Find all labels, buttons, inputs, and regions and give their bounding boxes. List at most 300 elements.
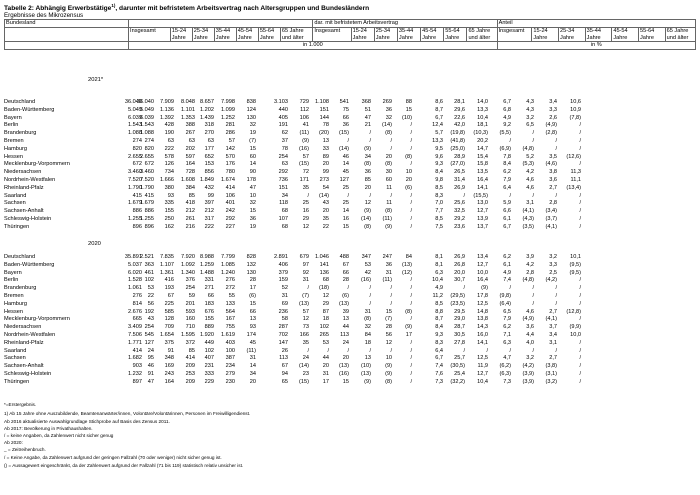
table-cell: 12: [364, 200, 371, 207]
table-cell: 19: [249, 130, 256, 137]
table-cell: 216: [185, 223, 195, 230]
row-label: Brandenburg: [4, 285, 37, 292]
table-row: [4, 146, 696, 154]
table-cell: 202: [185, 145, 195, 152]
table-cell: (15): [339, 130, 349, 137]
table-cell: 24: [302, 355, 309, 362]
table-cell: 7,3: [435, 378, 443, 385]
table-cell: 95: [147, 355, 154, 362]
table-cell: /: [579, 285, 581, 292]
table-cell: 17: [405, 331, 412, 338]
table-cell: 397: [204, 200, 214, 207]
table-cell: (3,7): [545, 215, 557, 222]
table-cell: 889: [204, 324, 214, 331]
table-cell: /: [390, 145, 392, 152]
table-cell: 1.108: [315, 99, 329, 105]
table-cell: /: [390, 137, 392, 144]
header-insgesamt: Insgesamt: [497, 28, 532, 42]
table-cell: 45: [249, 339, 256, 346]
table-cell: 130: [246, 269, 256, 276]
table-cell: 57: [228, 137, 235, 144]
table-cell: 25: [302, 200, 309, 207]
table-cell: 28,9: [454, 153, 465, 160]
table-cell: (6): [342, 292, 349, 299]
table-cell: 6,7: [503, 223, 511, 230]
table-cell: (18): [319, 285, 329, 292]
table-cell: (16): [361, 277, 371, 284]
table-cell: /: [390, 347, 392, 354]
table-cell: 91: [167, 347, 174, 354]
table-cell: 1.202: [200, 106, 214, 113]
table-cell: 676: [204, 308, 214, 315]
table-cell: 242: [225, 208, 235, 215]
table-cell: 60: [385, 176, 392, 183]
table-cell: 7.835: [160, 254, 174, 260]
table-cell: (8): [385, 161, 392, 168]
table-cell: 281: [225, 122, 235, 129]
table-cell: 2,8: [549, 200, 557, 207]
table-cell: /: [579, 347, 581, 354]
table-cell: /: [347, 137, 349, 144]
table-cell: 93: [249, 324, 256, 331]
table-cell: /: [369, 285, 371, 292]
table-cell: /: [579, 192, 581, 199]
table-cell: 155: [204, 316, 214, 323]
table-cell: 10,6: [570, 99, 581, 105]
table-cell: 9,5: [435, 145, 443, 152]
table-cell: 84: [364, 331, 371, 338]
table-cell: 17: [322, 378, 329, 385]
table-cell: 1.061: [128, 285, 142, 292]
table-cell: 25: [342, 200, 349, 207]
footnote: *=Erstergebnis.: [4, 402, 37, 407]
table-cell: /: [463, 285, 465, 292]
table-cell: 13,0: [477, 200, 488, 207]
table-cell: (19,8): [450, 130, 465, 137]
table-cell: (11): [382, 215, 392, 222]
table-cell: 541: [339, 99, 349, 105]
table-cell: 8,4: [503, 161, 511, 168]
table-cell: 403: [225, 339, 235, 346]
table-cell: /: [307, 192, 309, 199]
table-cell: /: [410, 347, 412, 354]
table-cell: 37: [281, 137, 288, 144]
table-cell: (11): [246, 347, 256, 354]
table-cell: /: [410, 137, 412, 144]
table-cell: 250: [164, 215, 174, 222]
table-cell: 29,0: [454, 316, 465, 323]
table-cell: /: [410, 363, 412, 370]
table-cell: 4,6: [526, 176, 534, 183]
table-cell: 6.020: [128, 269, 142, 276]
table-cell: 8,8: [435, 308, 443, 315]
row-label: Rheinland-Pfalz: [4, 339, 44, 346]
table-cell: /: [486, 347, 488, 354]
table-cell: 99: [207, 192, 214, 199]
table-cell: (13,4): [566, 184, 581, 191]
table-cell: 276: [132, 292, 142, 299]
table-cell: 66: [249, 308, 256, 315]
table-cell: (9): [405, 324, 412, 331]
table-cell: 8,3: [435, 192, 443, 199]
table-cell: 10,9: [570, 106, 581, 113]
row-label: Schleswig-Holstein: [4, 370, 52, 377]
table-cell: (4,2): [545, 277, 557, 284]
table-cell: 9,3: [435, 331, 443, 338]
table-cell: (4,2): [522, 363, 534, 370]
table-cell: 7.799: [221, 254, 235, 260]
table-cell: 60: [249, 153, 256, 160]
table-cell: /: [579, 300, 581, 307]
table-cell: (12): [402, 269, 412, 276]
table-row: [4, 185, 696, 193]
table-cell: 36: [249, 215, 256, 222]
table-cell: (6,3): [499, 370, 511, 377]
table-cell: 21: [364, 122, 371, 129]
table-cell: /: [410, 192, 412, 199]
header-age: 25-34 Jahre: [559, 28, 586, 42]
table-cell: 665: [132, 316, 142, 323]
table-cell: 31: [364, 308, 371, 315]
table-cell: 130: [246, 114, 256, 121]
table-cell: 128: [164, 316, 174, 323]
table-cell: 34: [281, 192, 288, 199]
table-cell: 16: [302, 208, 309, 215]
table-cell: 20: [405, 176, 412, 183]
table-cell: 89: [322, 153, 329, 160]
row-label: Berlin: [4, 277, 19, 284]
table-cell: 29,5: [454, 308, 465, 315]
header-insgesamt: Insgesamt: [313, 28, 351, 42]
table-cell: 106: [299, 114, 309, 121]
table-cell: (4,8): [522, 277, 534, 284]
table-cell: 16,4: [477, 277, 488, 284]
table-cell: 58: [281, 316, 288, 323]
table-cell: 32: [249, 200, 256, 207]
table-cell: 6.039: [128, 114, 142, 121]
table-cell: 15,8: [477, 161, 488, 168]
table-cell: 42: [364, 269, 371, 276]
table-cell: 6,2: [503, 324, 511, 331]
table-cell: 1.232: [128, 370, 142, 377]
header-befristet: dar. mit befristetem Arbeitsvertrag: [313, 20, 497, 28]
table-row: [4, 301, 696, 309]
table-cell: 13,7: [477, 223, 488, 230]
table-cell: /: [509, 285, 511, 292]
table-cell: 3,4: [549, 99, 557, 105]
table-cell: 67: [167, 292, 174, 299]
table-cell: 4,4: [526, 331, 534, 338]
table-cell: /: [579, 137, 581, 144]
table-cell: 67: [342, 261, 349, 268]
table-cell: 276: [225, 277, 235, 284]
table-cell: 1.252: [221, 114, 235, 121]
table-cell: 13,3: [432, 137, 443, 144]
table-cell: 7.520: [128, 176, 142, 183]
table-cell: 1.361: [160, 269, 174, 276]
table-row: [4, 122, 696, 130]
table-cell: (7): [302, 292, 309, 299]
table-row: [4, 200, 696, 208]
table-cell: 26,9: [454, 254, 465, 260]
table-cell: (16): [299, 145, 309, 152]
table-cell: 709: [164, 324, 174, 331]
table-cell: (7): [249, 137, 256, 144]
table-cell: 85: [188, 192, 195, 199]
table-cell: 166: [299, 331, 309, 338]
table-cell: 57: [302, 153, 309, 160]
table-cell: 8,5: [435, 300, 443, 307]
table-cell: 212: [185, 208, 195, 215]
table-cell: /: [579, 130, 581, 137]
table-cell: 53: [147, 285, 154, 292]
table-cell: 6,7: [435, 114, 443, 121]
table-cell: 1.849: [200, 176, 214, 183]
table-cell: 14,1: [477, 339, 488, 346]
table-cell: /: [410, 339, 412, 346]
table-header: [4, 19, 696, 50]
table-cell: 896: [132, 223, 142, 230]
table-cell: 57: [302, 308, 309, 315]
table-cell: 679: [299, 254, 309, 260]
table-cell: 46: [342, 153, 349, 160]
table-cell: (13): [361, 370, 371, 377]
row-label: Saarland: [4, 347, 27, 354]
table-cell: 1.099: [221, 106, 235, 113]
table-cell: 856: [204, 169, 214, 176]
table-cell: /: [579, 355, 581, 362]
table-cell: 28,1: [454, 99, 465, 105]
table-cell: (20): [319, 130, 329, 137]
table-cell: 32: [364, 324, 371, 331]
table-cell: (25,0): [450, 145, 465, 152]
table-cell: 16: [342, 215, 349, 222]
table-cell: 164: [185, 161, 195, 168]
table-cell: (27,0): [450, 161, 465, 168]
table-cell: (14): [361, 215, 371, 222]
table-cell: 47: [249, 184, 256, 191]
table-cell: 42,0: [454, 122, 465, 129]
table-cell: 11,9: [477, 363, 488, 370]
table-cell: (32,2): [450, 378, 465, 385]
table-cell: 672: [132, 161, 142, 168]
table-cell: (6,4): [499, 300, 511, 307]
table-cell: /: [327, 347, 329, 354]
table-cell: 11: [386, 200, 392, 207]
table-row: [4, 285, 696, 293]
table-cell: 136: [319, 269, 329, 276]
table-cell: 3.409: [128, 324, 142, 331]
table-cell: (3,9): [522, 370, 534, 377]
table-cell: 13,4: [477, 254, 488, 260]
table-cell: 897: [132, 378, 142, 385]
table-cell: 113: [340, 331, 349, 338]
table-cell: (23,5): [450, 300, 465, 307]
table-cell: 8.988: [200, 254, 214, 260]
table-row: [4, 130, 696, 138]
table-cell: 27,8: [454, 339, 465, 346]
table-cell: 176: [225, 161, 235, 168]
row-label: Brandenburg: [4, 130, 37, 137]
table-cell: 231: [204, 363, 214, 370]
table-cell: 69: [281, 300, 288, 307]
table-cell: 1.085: [221, 261, 235, 268]
table-cell: (4,9): [545, 122, 557, 129]
table-row: [4, 254, 696, 262]
table-cell: 1.674: [221, 176, 235, 183]
table-cell: 1.543: [128, 122, 142, 129]
table-cell: 7,3: [503, 378, 511, 385]
table-cell: 164: [164, 378, 174, 385]
table-cell: 432: [204, 184, 214, 191]
table-cell: 1.654: [160, 331, 174, 338]
table-cell: 35: [302, 339, 309, 346]
table-cell: 25,6: [454, 200, 465, 207]
table-cell: 4,2: [526, 169, 534, 176]
table-cell: (4,1): [545, 223, 557, 230]
table-cell: /: [579, 363, 581, 370]
table-cell: 8,5: [435, 184, 443, 191]
table-cell: /: [579, 292, 581, 299]
table-cell: 570: [225, 153, 235, 160]
table-cell: 6,3: [503, 339, 511, 346]
row-label: Mecklenburg-Vorpommern: [4, 316, 70, 323]
table-cell: 227: [225, 223, 235, 230]
table-cell: 2,7: [549, 308, 557, 315]
table-cell: 15: [405, 106, 412, 113]
table-cell: 1.488: [200, 269, 214, 276]
table-cell: 171: [299, 176, 309, 183]
table-cell: 68: [322, 277, 329, 284]
table-cell: 407: [204, 355, 214, 362]
table-cell: 1.136: [160, 106, 174, 113]
table-row: [4, 316, 696, 324]
table-cell: 1.439: [200, 114, 214, 121]
table-cell: /: [369, 192, 371, 199]
table-cell: 578: [164, 153, 174, 160]
table-cell: 35: [302, 184, 309, 191]
table-cell: 190: [164, 130, 174, 137]
table-cell: 7,7: [435, 208, 443, 215]
table-cell: /: [369, 300, 371, 307]
table-cell: 1.259: [200, 261, 214, 268]
table-cell: 15,4: [477, 153, 488, 160]
table-cell: (4,6): [545, 161, 557, 168]
footnote: Ab 2016 aktualisierte Auswahlgrundlage Stichprobe auf Basis des Zensus 2011.: [4, 419, 170, 424]
table-cell: 53: [322, 339, 329, 346]
footnote: / = Keine Angabe, da Zahlenwert aufgrund der geringen Fallzahl (70 oder weniger) nicht sicher genug ist.: [4, 455, 222, 460]
row-label: Bremen: [4, 137, 24, 144]
table-cell: /: [410, 370, 412, 377]
table-cell: 46: [147, 363, 154, 370]
table-cell: (30,5): [450, 363, 465, 370]
table-cell: 3,1: [526, 200, 534, 207]
table-cell: /: [555, 285, 557, 292]
row-label: Hessen: [4, 308, 23, 315]
table-cell: 415: [144, 192, 154, 199]
table-cell: 85: [188, 347, 195, 354]
table-cell: /: [390, 192, 392, 199]
data-block-2021: [4, 99, 696, 232]
table-title: Tabelle 2: Abhängig Erwerbstätige$^{1)}$, darunter mit befristetem Arbeitsvertrag nach Altersgruppen und Bundesländern: [4, 3, 370, 13]
table-cell: 142: [225, 145, 235, 152]
table-cell: (8): [405, 308, 412, 315]
table-cell: 7.520: [140, 176, 154, 183]
table-cell: /: [369, 130, 371, 137]
table-row: [4, 177, 696, 185]
table-cell: 3,7: [549, 324, 557, 331]
row-label: Nordrhein-Westfalen: [4, 176, 56, 183]
table-cell: 47: [147, 378, 154, 385]
table-cell: 6,2: [503, 254, 511, 260]
table-cell: /: [555, 145, 557, 152]
table-cell: /: [579, 277, 581, 284]
table-cell: 1.046: [315, 254, 329, 260]
table-cell: 318: [204, 122, 214, 129]
table-cell: (4,3): [522, 215, 534, 222]
table-row: [4, 107, 696, 115]
table-row: [4, 340, 696, 348]
table-cell: 12: [302, 223, 309, 230]
table-cell: 126: [164, 161, 174, 168]
table-cell: 23,6: [454, 223, 465, 230]
table-cell: 87: [322, 308, 329, 315]
year-label: 2021*: [88, 77, 104, 83]
table-cell: 102: [319, 324, 329, 331]
table-cell: 10: [405, 169, 412, 176]
table-cell: 91: [147, 370, 154, 377]
table-cell: 10,0: [477, 269, 488, 276]
table-cell: /: [410, 378, 412, 385]
table-row: [4, 270, 696, 278]
table-cell: /: [532, 300, 534, 307]
table-cell: 6,4: [503, 184, 511, 191]
table-cell: 14: [249, 363, 256, 370]
table-row: [4, 379, 696, 387]
table-cell: 585: [164, 308, 174, 315]
table-cell: (15): [299, 378, 309, 385]
table-cell: (9): [364, 378, 371, 385]
table-cell: /: [579, 339, 581, 346]
table-cell: 25: [342, 184, 349, 191]
footnote: _ = Zeitreihenbruch.: [4, 447, 46, 452]
table-cell: (9): [385, 370, 392, 377]
table-cell: 155: [164, 208, 174, 215]
table-cell: 94: [281, 370, 288, 377]
table-cell: 886: [132, 208, 142, 215]
table-cell: 820: [132, 145, 142, 152]
table-cell: 273: [319, 176, 329, 183]
table-cell: 28,7: [454, 324, 465, 331]
table-cell: (3,8): [545, 363, 557, 370]
table-cell: 7.506: [128, 331, 142, 338]
table-cell: 7,4: [503, 277, 511, 284]
table-cell: 15: [342, 378, 349, 385]
table-cell: 406: [278, 261, 288, 268]
table-cell: (14): [382, 122, 392, 129]
table-cell: 43: [322, 200, 329, 207]
table-cell: 415: [132, 192, 142, 199]
table-cell: 73: [302, 324, 309, 331]
table-cell: 2.655: [140, 153, 154, 160]
table-cell: 1.088: [128, 130, 142, 137]
table-cell: 1.240: [221, 269, 235, 276]
table-cell: 1.392: [160, 114, 174, 121]
table-cell: 160: [185, 316, 195, 323]
table-cell: 63: [167, 137, 174, 144]
table-cell: /: [579, 378, 581, 385]
table-cell: 375: [164, 339, 174, 346]
